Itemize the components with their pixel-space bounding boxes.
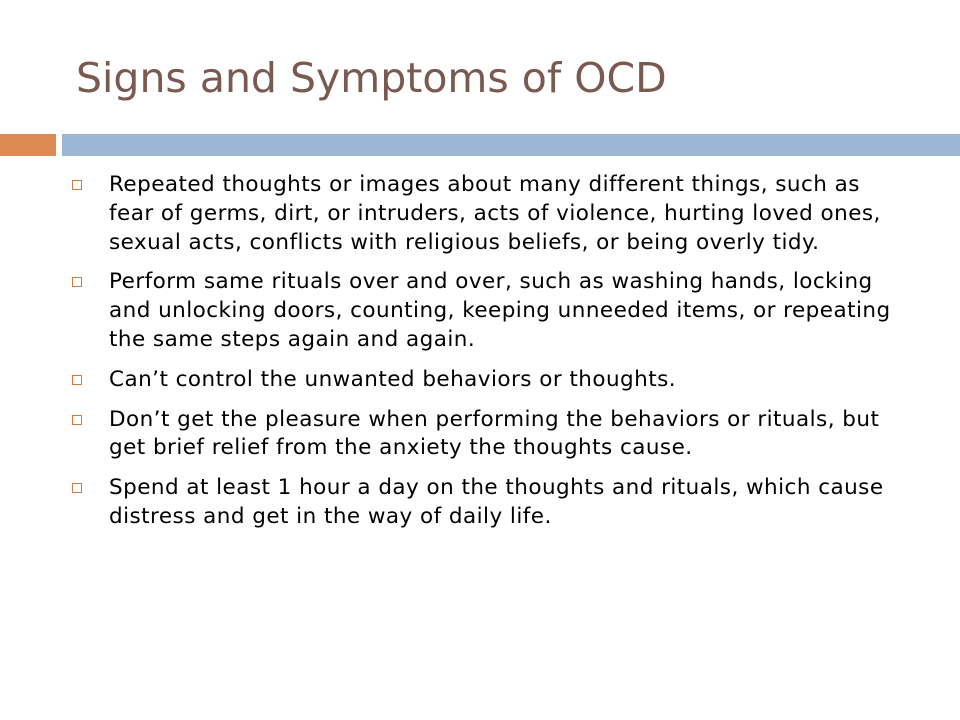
slide-title: Signs and Symptoms of OCD: [76, 54, 667, 102]
title-accent-bar-blue: [62, 134, 960, 156]
hollow-square-bullet-icon: [72, 277, 82, 287]
bullet-text: Can’t control the unwanted behaviors or thoughts.: [109, 366, 677, 392]
bullet-text: Perform same rituals over and over, such as washing hands, locking and unlocking doors, counting, keeping unneeded items, or repeating the same steps again and again.: [109, 269, 891, 352]
bullet-text: Repeated thoughts or images about many different things, such as fear of germs, dirt, or intruders, acts of violence, hurting loved ones, sexual acts, conflicts with religious beliefs, or being overly tidy.: [109, 172, 881, 255]
hollow-square-bullet-icon: [72, 483, 82, 493]
bullet-item: [72, 268, 902, 354]
hollow-square-bullet-icon: [72, 180, 82, 190]
title-accent-bar-orange: [0, 134, 56, 156]
hollow-square-bullet-icon: [72, 415, 82, 425]
bullet-item: [72, 474, 902, 532]
bullet-text: Spend at least 1 hour a day on the thoughts and rituals, which cause distress and get in the way of daily life.: [109, 475, 884, 529]
bullet-item: [72, 406, 902, 464]
bullet-text: Don’t get the pleasure when performing the behaviors or rituals, but get brief relief from the anxiety the thoughts cause.: [109, 406, 880, 461]
hollow-square-bullet-icon: [72, 375, 82, 385]
bullet-item: [72, 171, 902, 257]
bullet-item: [72, 366, 902, 395]
bullet-list: [72, 171, 902, 543]
